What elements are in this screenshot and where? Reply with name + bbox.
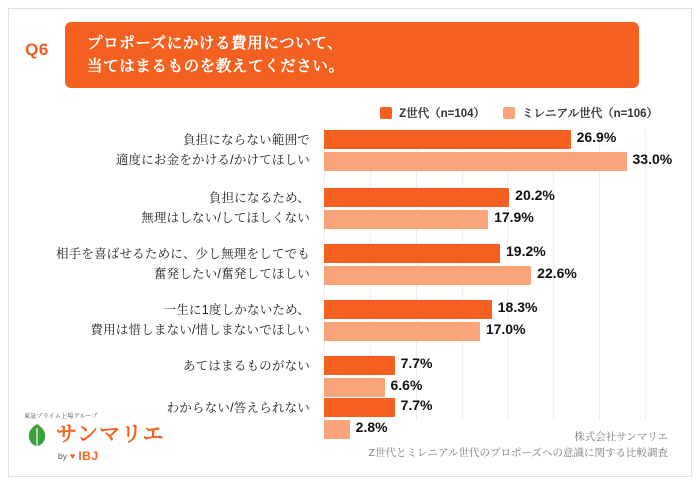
heart-icon: ♥ [69,451,76,461]
logo-main [24,422,224,448]
header [9,22,639,88]
bar [324,322,480,341]
bar [324,188,509,207]
bar-value-label: 17.9% [494,209,534,225]
logo-by-line [58,449,224,463]
bar [324,420,350,439]
category-label-line: 相手を喜ばせるために、少し無理をしてでも [55,247,310,261]
category-label-line: 一生に1度しかないため、 [163,303,310,317]
bar-value-label: 17.0% [485,321,526,337]
question-title-line-1: プロポーズにかける費用について、 [87,35,344,52]
credit-block [369,429,668,461]
bar-value-label: 7.7% [400,355,433,371]
category-label [24,300,310,340]
bar-value-label: 2.8% [355,419,388,435]
credit-line-2: Z世代とミレニアル世代のプロポーズへの意識に関する比較調査 [368,447,668,459]
bar-value-label: 20.2% [515,187,555,203]
category-label-line: 費用は惜しまない/惜しまないでほしい [90,323,310,337]
question-title-box [65,22,639,88]
category-label-line: あてはまるものがない [182,359,310,373]
legend-swatch-millennial [503,107,515,119]
bar-value-label: 18.3% [497,299,538,315]
brand-logo [24,411,224,463]
bar [324,130,571,149]
leaf-mark-icon [24,422,50,448]
bar [324,266,531,285]
legend-label-millennial: ミレニアル世代（n=106） [522,108,658,120]
category-label [24,356,310,376]
category-label-line: 奮発したい/奮発してほしい [153,267,310,281]
legend-swatch-z-generation [380,107,392,119]
bar-value-label: 22.6% [537,265,577,281]
gridline [599,130,600,420]
logo-subtitle: 東証プライム上場グループ [24,414,98,420]
category-label-line: 負担になるため、 [208,191,310,205]
bar [324,244,500,263]
question-number: Q6 [25,40,49,59]
logo-by-label: by [58,451,67,461]
legend-item-millennial [503,105,658,121]
legend-item-z-generation [380,105,485,121]
bar [324,398,395,417]
bar-value-label: 33.0% [632,151,673,167]
logo-ibj-label: IBJ [78,449,99,463]
credit-line-1: 株式会社サンマリエ [574,431,668,443]
gridline [645,130,646,420]
bar [324,356,395,375]
category-label-line: 負担にならない範囲で [182,133,310,147]
bar [324,152,627,171]
chart-legend [380,105,658,121]
logo-text: サンマリエ [56,423,165,446]
category-label-line: わからない/答えられない [166,401,310,415]
category-label-line: 適度にお金をかける/かけてほしい [115,153,310,167]
category-label [24,188,310,228]
bar-value-label: 19.2% [506,243,546,259]
bar [324,300,492,319]
bar-value-label: 6.6% [390,377,423,393]
question-title-line-2: 当てはまるものを教えてください。 [87,58,345,75]
category-label [24,244,310,284]
bar-value-label: 26.9% [576,129,617,145]
category-label-line: 無理はしない/してほしくない [141,211,310,225]
bar [324,378,385,397]
legend-label-z-generation: Z世代（n=104） [399,108,486,120]
bar-value-label: 7.7% [400,397,433,413]
category-label [24,130,310,170]
bar [324,210,488,229]
